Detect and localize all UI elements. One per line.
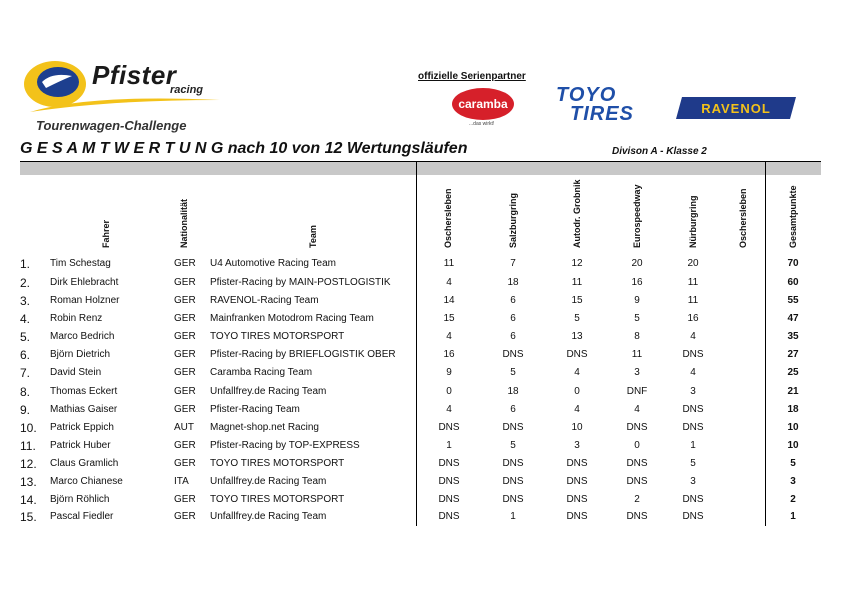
row-total-points: 25 — [787, 367, 799, 378]
row-race-1-points: DNS — [438, 476, 460, 487]
row-race-4-points: 8 — [634, 331, 640, 342]
row-race-4-points: 2 — [634, 494, 640, 505]
row-driver: Robin Renz — [50, 313, 103, 324]
divider-races-total — [765, 162, 766, 526]
row-total-points: 2 — [790, 494, 796, 505]
row-race-3-points: DNS — [566, 458, 588, 469]
row-race-1-points: 0 — [446, 386, 452, 397]
brand-subtitle: racing — [170, 84, 204, 96]
caramba-logo — [450, 86, 516, 122]
row-driver: Marco Chianese — [50, 476, 123, 487]
toyo-logo-line2: TIRES — [570, 103, 634, 125]
ravenol-logo-text: RAVENOL — [701, 101, 771, 116]
row-nation: AUT — [174, 422, 194, 433]
row-total-points: 18 — [787, 404, 799, 415]
row-nation: GER — [174, 277, 196, 288]
partners-heading: offizielle Serienpartner — [418, 71, 526, 82]
row-team: Pfister-Racing Team — [210, 404, 300, 415]
row-race-5-points: 16 — [687, 313, 699, 324]
row-nation: GER — [174, 440, 196, 451]
row-team: Unfallfrey.de Racing Team — [210, 511, 327, 522]
row-team: RAVENOL-Racing Team — [210, 295, 319, 306]
row-race-3-points: 12 — [571, 258, 583, 269]
row-driver: Björn Dietrich — [50, 349, 111, 360]
row-team: Pfister-Racing by MAIN-POSTLOGISTIK — [210, 277, 391, 288]
row-driver: Tim Schestag — [50, 258, 111, 269]
row-race-2-points: DNS — [502, 476, 524, 487]
row-total-points: 1 — [790, 511, 796, 522]
row-total-points: 3 — [790, 476, 796, 487]
row-nation: GER — [174, 258, 196, 269]
row-team: Pfister-Racing by TOP-EXPRESS — [210, 440, 360, 451]
row-nation: GER — [174, 511, 196, 522]
header-band — [20, 162, 821, 175]
page-title: G E S A M T W E R T U N G nach 10 von 12 Wertungsläufen — [20, 140, 468, 157]
row-race-5-points: 4 — [690, 367, 696, 378]
row-race-2-points: 1 — [510, 511, 516, 522]
row-team: Unfallfrey.de Racing Team — [210, 476, 327, 487]
row-race-1-points: 15 — [443, 313, 455, 324]
row-race-3-points: DNS — [566, 511, 588, 522]
row-position: 14. — [20, 493, 37, 507]
row-race-2-points: DNS — [502, 458, 524, 469]
row-race-1-points: 4 — [446, 331, 452, 342]
row-race-1-points: 14 — [443, 295, 455, 306]
row-nation: GER — [174, 494, 196, 505]
row-race-3-points: 4 — [574, 404, 580, 415]
row-race-4-points: 3 — [634, 367, 640, 378]
row-driver: Claus Gramlich — [50, 458, 119, 469]
row-driver: Björn Röhlich — [50, 494, 110, 505]
row-race-3-points: DNS — [566, 476, 588, 487]
row-driver: Roman Holzner — [50, 295, 120, 306]
row-team: Pfister-Racing by BRIEFLOGISTIK OBER — [210, 349, 396, 360]
row-nation: GER — [174, 367, 196, 378]
col-header-total: Gesamtpunkte — [788, 185, 798, 248]
row-team: TOYO TIRES MOTORSPORT — [210, 458, 345, 469]
row-total-points: 10 — [787, 422, 799, 433]
caramba-tagline: ...das wirkt! — [469, 121, 495, 127]
row-race-4-points: DNF — [626, 386, 648, 397]
row-race-4-points: DNS — [626, 511, 648, 522]
row-team: Magnet-shop.net Racing — [210, 422, 319, 433]
divider-team-races — [416, 162, 417, 526]
row-race-4-points: 0 — [634, 440, 640, 451]
row-position: 13. — [20, 475, 37, 489]
row-race-5-points: 3 — [690, 386, 696, 397]
ravenol-logo — [676, 97, 796, 119]
row-race-5-points: 4 — [690, 331, 696, 342]
row-total-points: 35 — [787, 331, 799, 342]
row-race-3-points: 15 — [571, 295, 583, 306]
row-race-5-points: 3 — [690, 476, 696, 487]
row-team: Caramba Racing Team — [210, 367, 313, 378]
col-header-race-4: Eurospeedway — [632, 184, 642, 248]
col-header-driver: Fahrer — [101, 219, 111, 248]
row-race-4-points: 4 — [634, 404, 640, 415]
row-position: 10. — [20, 421, 37, 435]
row-race-1-points: 1 — [446, 440, 452, 451]
row-total-points: 70 — [787, 258, 799, 269]
row-race-5-points: DNS — [682, 511, 704, 522]
row-race-3-points: 13 — [571, 331, 583, 342]
row-race-4-points: DNS — [626, 422, 648, 433]
row-position: 3. — [20, 294, 31, 308]
row-nation: GER — [174, 349, 196, 360]
row-team: TOYO TIRES MOTORSPORT — [210, 331, 345, 342]
row-position: 9. — [20, 403, 31, 417]
row-race-5-points: DNS — [682, 404, 704, 415]
row-race-4-points: 9 — [634, 295, 640, 306]
row-race-3-points: 0 — [574, 386, 580, 397]
row-total-points: 55 — [787, 295, 799, 306]
row-driver: Mathias Gaiser — [50, 404, 118, 415]
col-header-race-1: Oschersleben — [443, 188, 453, 248]
row-race-3-points: DNS — [566, 349, 588, 360]
row-race-3-points: 5 — [574, 313, 580, 324]
row-race-1-points: 16 — [443, 349, 455, 360]
row-team: TOYO TIRES MOTORSPORT — [210, 494, 345, 505]
row-driver: Marco Bedrich — [50, 331, 115, 342]
row-driver: Thomas Eckert — [50, 386, 118, 397]
row-race-3-points: 3 — [574, 440, 580, 451]
row-nation: GER — [174, 404, 196, 415]
row-team: U4 Automotive Racing Team — [210, 258, 336, 269]
row-total-points: 47 — [787, 313, 799, 324]
row-race-4-points: 16 — [631, 277, 643, 288]
row-driver: David Stein — [50, 367, 102, 378]
row-race-1-points: DNS — [438, 422, 460, 433]
row-race-2-points: 18 — [507, 277, 519, 288]
row-race-3-points: 11 — [571, 277, 583, 288]
row-race-3-points: 10 — [571, 422, 583, 433]
row-driver: Pascal Fiedler — [50, 511, 114, 522]
row-race-1-points: DNS — [438, 511, 460, 522]
row-race-1-points: 4 — [446, 404, 452, 415]
row-total-points: 60 — [787, 277, 799, 288]
row-race-2-points: DNS — [502, 349, 524, 360]
row-race-1-points: DNS — [438, 494, 460, 505]
row-race-1-points: 9 — [446, 367, 452, 378]
row-race-5-points: 11 — [687, 295, 699, 306]
division-class: Divison A - Klasse 2 — [612, 146, 707, 157]
row-driver: Patrick Eppich — [50, 422, 114, 433]
toyo-tires-logo — [556, 86, 634, 124]
row-race-2-points: 6 — [510, 331, 516, 342]
row-race-5-points: DNS — [682, 422, 704, 433]
row-driver: Patrick Huber — [50, 440, 111, 451]
brand-name: Pfister — [92, 60, 177, 90]
row-race-4-points: DNS — [626, 476, 648, 487]
row-nation: GER — [174, 313, 196, 324]
row-race-2-points: 5 — [510, 440, 516, 451]
row-race-3-points: 4 — [574, 367, 580, 378]
row-race-2-points: 7 — [510, 258, 516, 269]
col-header-nation: Nationalität — [179, 198, 189, 248]
row-race-2-points: 6 — [510, 404, 516, 415]
row-race-5-points: 20 — [687, 258, 699, 269]
row-race-2-points: 18 — [507, 386, 519, 397]
row-race-2-points: DNS — [502, 494, 524, 505]
row-position: 7. — [20, 366, 31, 380]
row-race-2-points: 6 — [510, 295, 516, 306]
col-header-race-2: Salzburgring — [508, 192, 518, 248]
col-header-race-3: Autodr. Grobnik — [572, 179, 582, 248]
row-race-4-points: 20 — [631, 258, 643, 269]
row-race-2-points: 5 — [510, 367, 516, 378]
row-team: Unfallfrey.de Racing Team — [210, 386, 327, 397]
row-position: 8. — [20, 385, 31, 399]
row-total-points: 21 — [787, 386, 799, 397]
row-total-points: 27 — [787, 349, 799, 360]
row-total-points: 10 — [787, 440, 799, 451]
row-race-1-points: 4 — [446, 277, 452, 288]
row-position: 12. — [20, 457, 37, 471]
row-nation: GER — [174, 386, 196, 397]
col-header-race-5: Nürburgring — [688, 195, 698, 248]
row-race-4-points: DNS — [626, 458, 648, 469]
row-race-5-points: DNS — [682, 494, 704, 505]
row-race-2-points: DNS — [502, 422, 524, 433]
row-race-4-points: 11 — [631, 349, 643, 360]
row-nation: ITA — [174, 476, 189, 487]
col-header-team: Team — [308, 225, 318, 248]
row-nation: GER — [174, 295, 196, 306]
row-race-5-points: 1 — [690, 440, 696, 451]
row-position: 11. — [20, 439, 36, 453]
row-driver: Dirk Ehlebracht — [50, 277, 119, 288]
row-team: Mainfranken Motodrom Racing Team — [210, 313, 374, 324]
row-nation: GER — [174, 331, 196, 342]
row-position: 5. — [20, 330, 31, 344]
row-race-1-points: DNS — [438, 458, 460, 469]
row-race-1-points: 11 — [443, 258, 455, 269]
toyo-logo-line1: TOYO — [556, 84, 617, 106]
row-position: 2. — [20, 276, 31, 290]
series-name: Tourenwagen-Challenge — [36, 118, 187, 133]
row-race-2-points: 6 — [510, 313, 516, 324]
row-race-5-points: 5 — [690, 458, 696, 469]
caramba-logo-text: caramba — [458, 97, 508, 111]
row-position: 4. — [20, 312, 31, 326]
row-race-5-points: 11 — [687, 277, 699, 288]
row-race-3-points: DNS — [566, 494, 588, 505]
col-header-race-6: Oschersleben — [738, 188, 748, 248]
row-position: 15. — [20, 510, 37, 524]
row-race-5-points: DNS — [682, 349, 704, 360]
row-total-points: 5 — [790, 458, 796, 469]
row-position: 1. — [20, 257, 31, 271]
row-nation: GER — [174, 458, 196, 469]
row-position: 6. — [20, 348, 31, 362]
row-race-4-points: 5 — [634, 313, 640, 324]
